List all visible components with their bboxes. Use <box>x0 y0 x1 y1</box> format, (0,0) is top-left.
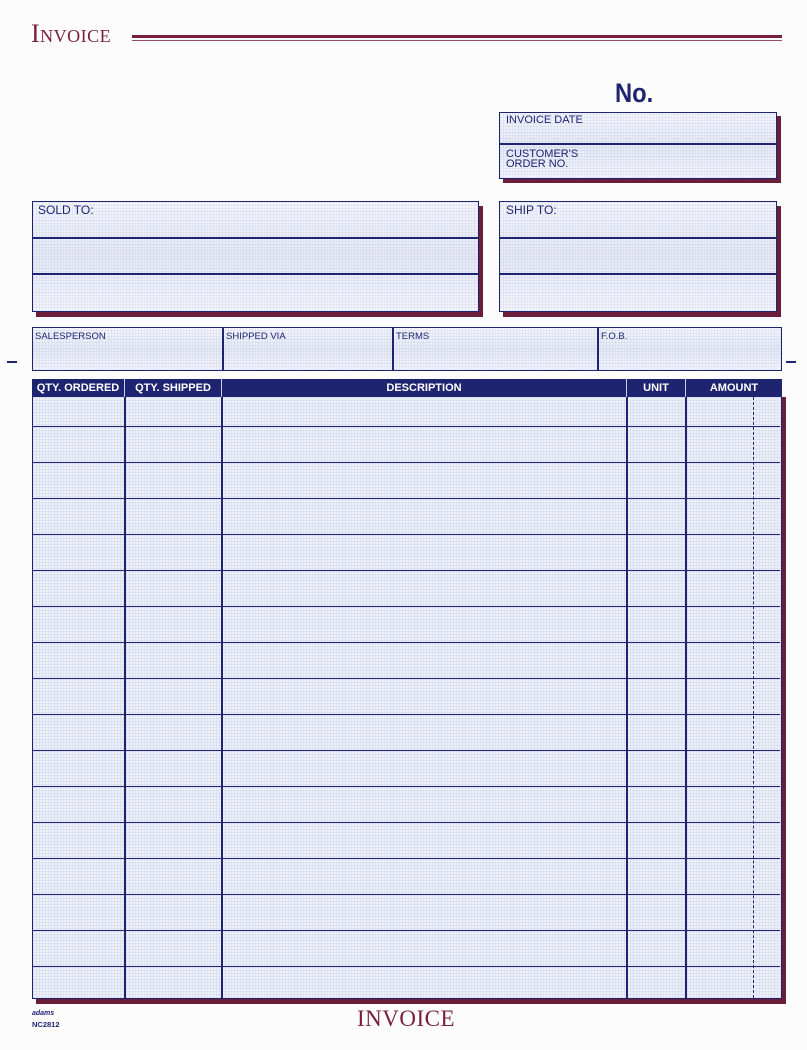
shipping-info-box <box>32 327 782 371</box>
table-row[interactable] <box>33 643 780 679</box>
table-row[interactable] <box>33 535 780 571</box>
table-row[interactable] <box>33 715 780 751</box>
table-header <box>32 379 782 397</box>
ship-to-label: SHIP TO: <box>506 203 557 217</box>
customer-order-label-line2: ORDER NO. <box>506 158 569 170</box>
fold-mark-right <box>786 361 796 363</box>
salesperson-label: SALESPERSON <box>35 331 106 342</box>
invoice-number-label: No. <box>615 78 654 108</box>
title-rule-divider <box>132 35 782 41</box>
table-row[interactable] <box>33 679 780 715</box>
table-row[interactable] <box>33 751 780 787</box>
column-divider <box>685 397 687 998</box>
column-header-description: DESCRIPTION <box>386 382 462 394</box>
sold-to-line-3[interactable] <box>33 275 478 310</box>
cents-divider <box>753 397 754 998</box>
table-row[interactable] <box>33 571 780 607</box>
table-body <box>32 397 782 999</box>
ship-to-line-2[interactable] <box>500 239 776 273</box>
line-items-table <box>32 379 782 1000</box>
sold-to-box <box>32 201 479 312</box>
table-row[interactable] <box>33 859 780 895</box>
column-header-qty-shipped: QTY. SHIPPED <box>135 382 211 394</box>
ship-to-line-3[interactable] <box>500 275 776 310</box>
table-shadow <box>782 397 786 1004</box>
table-row[interactable] <box>33 607 780 643</box>
ship-to-line-1[interactable] <box>500 202 776 237</box>
invoice-date-label: INVOICE DATE <box>506 114 583 126</box>
customer-order-field[interactable] <box>500 145 776 178</box>
column-divider <box>221 397 223 998</box>
terms-label: TERMS <box>396 331 430 342</box>
invoice-date-field[interactable] <box>500 116 776 143</box>
table-row[interactable] <box>33 967 780 1003</box>
column-divider <box>124 397 126 998</box>
fob-field[interactable] <box>599 328 780 370</box>
shipped-via-label: SHIPPED VIA <box>226 331 286 342</box>
fob-label: F.O.B. <box>601 331 628 342</box>
brand-logo: adams <box>32 1010 55 1017</box>
fold-mark-left <box>7 361 17 363</box>
column-header-qty-ordered: QTY. ORDERED <box>36 382 120 394</box>
sold-to-label: SOLD TO: <box>38 203 94 217</box>
table-row[interactable] <box>33 427 780 463</box>
salesperson-field[interactable] <box>33 328 222 370</box>
table-row[interactable] <box>33 499 780 535</box>
form-code: NC2812 <box>32 1020 60 1029</box>
sold-to-line-1[interactable] <box>33 202 478 237</box>
ship-to-box <box>499 201 777 312</box>
customer-order-label-line1: CUSTOMER'S <box>506 148 579 160</box>
shipped-via-field[interactable] <box>224 328 392 370</box>
invoice-info-box <box>499 112 777 179</box>
sold-to-line-2[interactable] <box>33 239 478 273</box>
table-row[interactable] <box>33 787 780 823</box>
table-row[interactable] <box>33 463 780 499</box>
table-row[interactable] <box>33 823 780 859</box>
column-header-amount: AMOUNT <box>709 382 759 394</box>
terms-field[interactable] <box>394 328 597 370</box>
footer-title: INVOICE <box>357 1006 456 1031</box>
page-title: Invoice <box>31 19 112 48</box>
table-row[interactable] <box>33 931 780 967</box>
column-divider <box>626 397 628 998</box>
table-row[interactable] <box>33 895 780 931</box>
table-row[interactable] <box>33 397 780 427</box>
column-header-unit: UNIT <box>643 382 669 394</box>
